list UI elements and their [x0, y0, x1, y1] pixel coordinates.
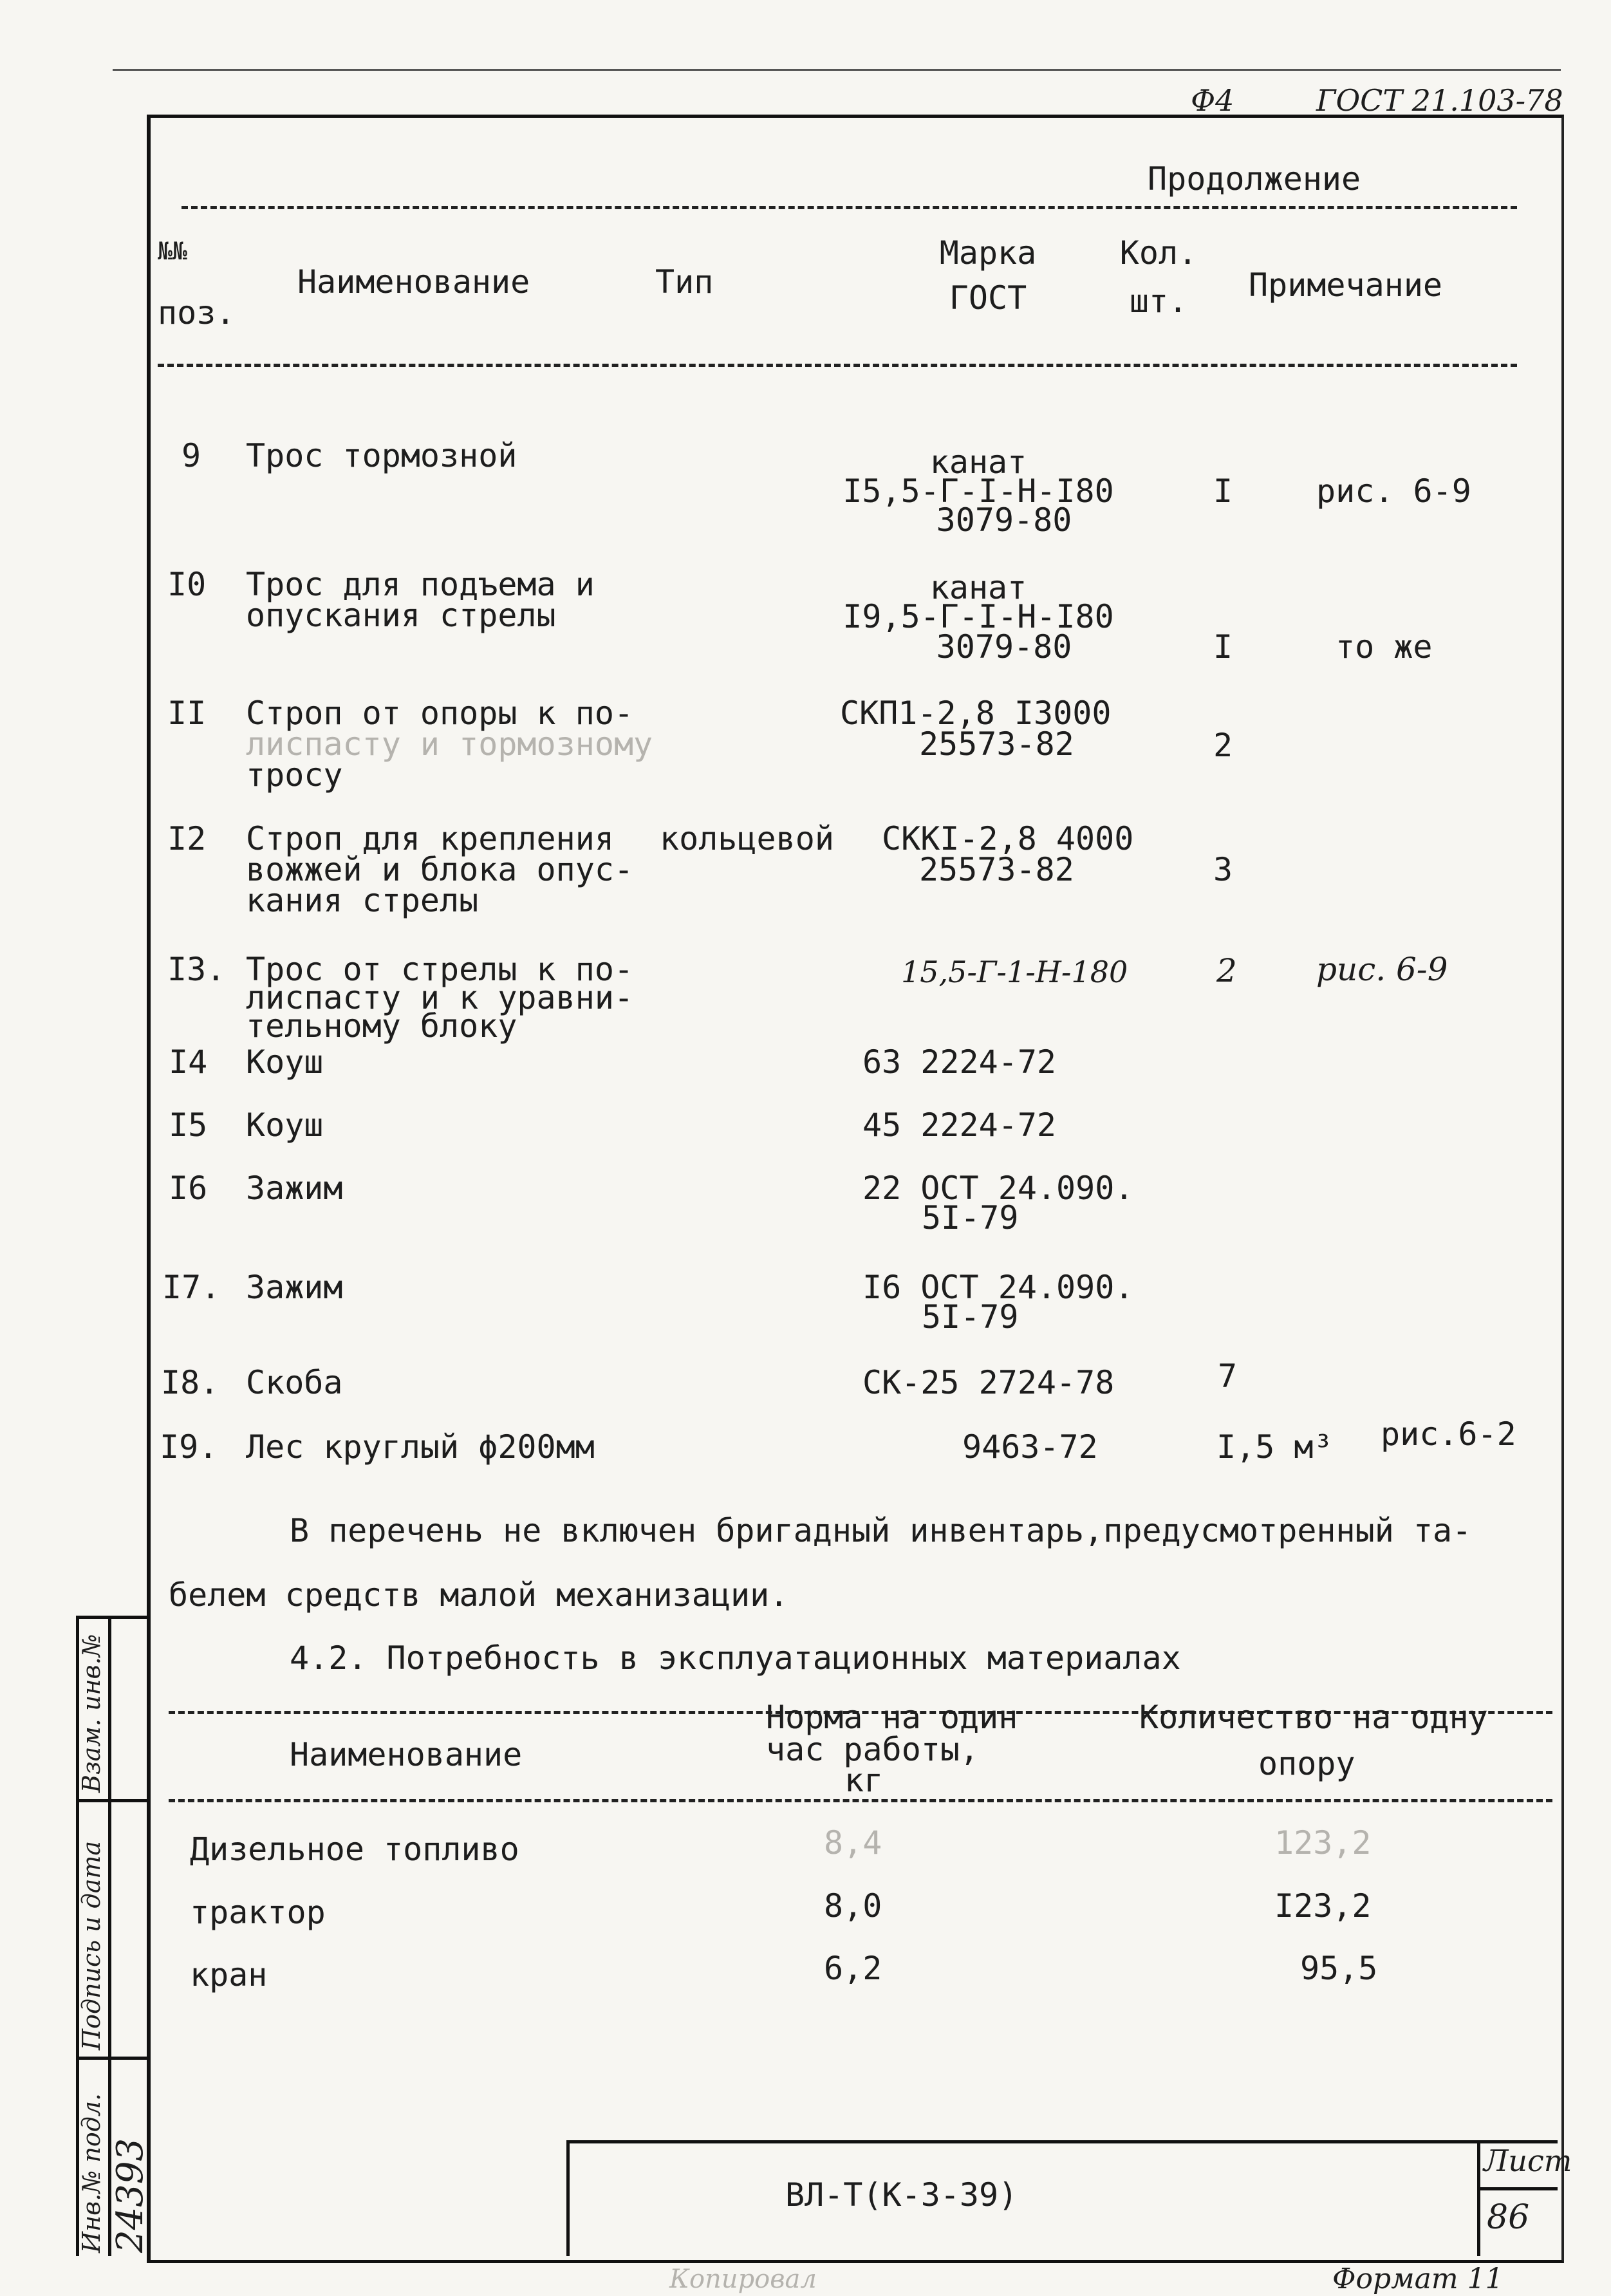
row-mark: I6 ОСТ 24.090. — [862, 1269, 1134, 1306]
row-name: лиспасту и к уравни- — [246, 979, 634, 1016]
side-stamp-divider — [76, 1616, 148, 1619]
side-stamp-divider — [76, 1799, 148, 1802]
row-mark: 63 2224-72 — [862, 1043, 1057, 1081]
materials-row-norm: 6,2 — [824, 1950, 882, 1987]
materials-row-name: Дизельное топливо — [190, 1831, 519, 1868]
title-block-border — [566, 2140, 570, 2256]
col-num-header-b: поз. — [158, 294, 236, 331]
row-mark: 9463-72 — [962, 1428, 1098, 1466]
page-top-edge — [113, 69, 1561, 71]
row-note: рис.6-2 — [1381, 1415, 1516, 1453]
materials-row-norm: 8,4 — [824, 1824, 882, 1862]
row-name: Строп для крепления — [246, 820, 614, 857]
row-mark: 3079-80 — [936, 628, 1072, 666]
row-pos: I9. — [160, 1428, 218, 1466]
row-pos: I8. — [161, 1364, 219, 1401]
col-num-header-a: №№ — [158, 237, 187, 265]
row-qty: I — [1213, 472, 1233, 510]
materials-col-norm-c: кг — [844, 1762, 884, 1799]
side-stamp-label: Инв.№ подл. — [77, 2093, 106, 2253]
row-type: кольцевой — [660, 820, 834, 857]
row-name: тельному блоку — [246, 1007, 517, 1045]
row-mark: 5I-79 — [922, 1199, 1019, 1237]
inventory-number: 24393 — [109, 2138, 151, 2253]
row-mark: I9,5-Г-I-Н-I80 — [843, 598, 1114, 635]
row-pos: I3. — [167, 951, 226, 988]
materials-col-norm-b: час работы, — [766, 1731, 980, 1768]
title-block-border — [1477, 2140, 1480, 2256]
row-name: Зажим — [246, 1170, 343, 1207]
row-mark: СКП1-2,8 I3000 — [840, 695, 1112, 732]
title-block-border — [566, 2140, 1558, 2143]
row-mark: канат — [929, 569, 1027, 606]
row-mark: 25573-82 — [919, 725, 1074, 763]
row-pos: I7. — [162, 1269, 221, 1306]
row-name: Скоба — [246, 1364, 343, 1401]
materials-bottom-rule — [169, 1799, 1552, 1802]
title-block-divider — [1477, 2187, 1558, 2190]
header-bottom-rule — [158, 364, 1517, 367]
row-mark: 25573-82 — [919, 851, 1074, 888]
sheet-label: Лист — [1484, 2143, 1572, 2178]
row-name: кания стрелы — [246, 882, 479, 919]
row-name: Трос для подъема и — [246, 566, 595, 603]
row-mark: 5I-79 — [922, 1298, 1019, 1336]
col-name-header: Наименование — [297, 263, 530, 301]
row-name: Трос от стрелы к по- — [246, 951, 634, 988]
col-mark-header-b: ГОСТ — [949, 279, 1027, 317]
row-mark: канат — [929, 443, 1027, 481]
col-type-header: Тип — [655, 263, 714, 301]
row-name: вожжей и блока опус- — [246, 851, 634, 888]
row-pos: I0 — [167, 566, 207, 603]
row-mark: СККI-2,8 4000 — [882, 820, 1134, 857]
row-pos: II — [167, 695, 207, 732]
row-name: опускания стрелы — [246, 597, 556, 634]
materials-row-qty: 123,2 — [1274, 1824, 1372, 1862]
sheet-number: 86 — [1487, 2198, 1530, 2237]
side-stamp-label: Подпись и дата — [77, 1840, 106, 2050]
materials-col-qty-b: опору — [1258, 1745, 1355, 1782]
row-qty: 2 — [1216, 952, 1237, 989]
row-qty: 3 — [1213, 851, 1233, 888]
row-name: Трос тормозной — [246, 437, 517, 474]
side-stamp-label: Взам. инв.№ — [77, 1634, 106, 1793]
format-label: Формат 11 — [1332, 2263, 1504, 2295]
row-name: Лес круглый ϕ200мм — [246, 1428, 595, 1466]
materials-row-name: кран — [190, 1956, 268, 1993]
materials-row-qty: 95,5 — [1300, 1950, 1378, 1987]
row-name: Строп от опоры к по- — [246, 695, 634, 732]
col-qty-header-a: Кол. — [1119, 234, 1198, 272]
row-pos: I2 — [167, 820, 207, 857]
row-mark: 22 ОСТ 24.090. — [862, 1170, 1134, 1207]
side-stamp-divider — [76, 2057, 148, 2060]
row-note: рис. 6-9 — [1316, 951, 1448, 988]
format-stamp: Ф4 — [1191, 83, 1234, 118]
materials-row-qty: I23,2 — [1274, 1887, 1372, 1925]
row-name: лиспасту и тормозному — [246, 725, 653, 763]
col-qty-header-b: шт. — [1129, 283, 1188, 320]
copied-by-label: Копировал — [669, 2264, 817, 2294]
row-mark: СК-25 2724-78 — [862, 1364, 1115, 1401]
materials-row-name: трактор — [190, 1894, 326, 1931]
document-code: ВЛ-Т(К-3-39) — [785, 2176, 1018, 2214]
row-mark: 15,5-Г-1-Н-180 — [901, 955, 1128, 989]
paragraph-line: В перечень не включен бригадный инвентарь,предусмотренный та- — [290, 1512, 1472, 1549]
col-mark-header-a: Марка — [939, 234, 1037, 272]
row-pos: 9 — [182, 437, 201, 474]
row-qty: I,5 м³ — [1216, 1428, 1333, 1466]
materials-col-norm-a: Норма на один — [766, 1699, 1018, 1736]
row-name: тросу — [246, 756, 343, 794]
row-mark: I5,5-Г-I-Н-I80 — [843, 472, 1114, 510]
row-qty: I — [1213, 628, 1233, 666]
row-mark: 45 2224-72 — [862, 1106, 1057, 1144]
row-name: Коуш — [246, 1043, 324, 1081]
materials-col-qty-a: Количество на одну — [1139, 1699, 1488, 1736]
row-note: рис. 6-9 — [1316, 472, 1471, 510]
section-title: 4.2. Потребность в эксплуатационных материалах — [290, 1639, 1181, 1677]
materials-col-name: Наименование — [290, 1736, 523, 1773]
row-pos: I5 — [169, 1106, 208, 1144]
paragraph-line: белем средств малой механизации. — [169, 1576, 789, 1614]
row-note: то же — [1336, 628, 1433, 666]
materials-row-norm: 8,0 — [824, 1887, 882, 1925]
row-pos: I6 — [169, 1170, 208, 1207]
row-pos: I4 — [169, 1043, 208, 1081]
col-note-header: Примечание — [1249, 266, 1443, 304]
row-qty: 2 — [1213, 727, 1233, 764]
header-top-rule — [182, 206, 1517, 209]
row-name: Коуш — [246, 1106, 324, 1144]
continuation-label: Продолжение — [1148, 160, 1361, 198]
standard-stamp: ГОСТ 21.103-78 — [1316, 83, 1563, 118]
row-mark: 3079-80 — [936, 501, 1072, 539]
row-name: Зажим — [246, 1269, 343, 1306]
row-qty: 7 — [1218, 1358, 1238, 1395]
